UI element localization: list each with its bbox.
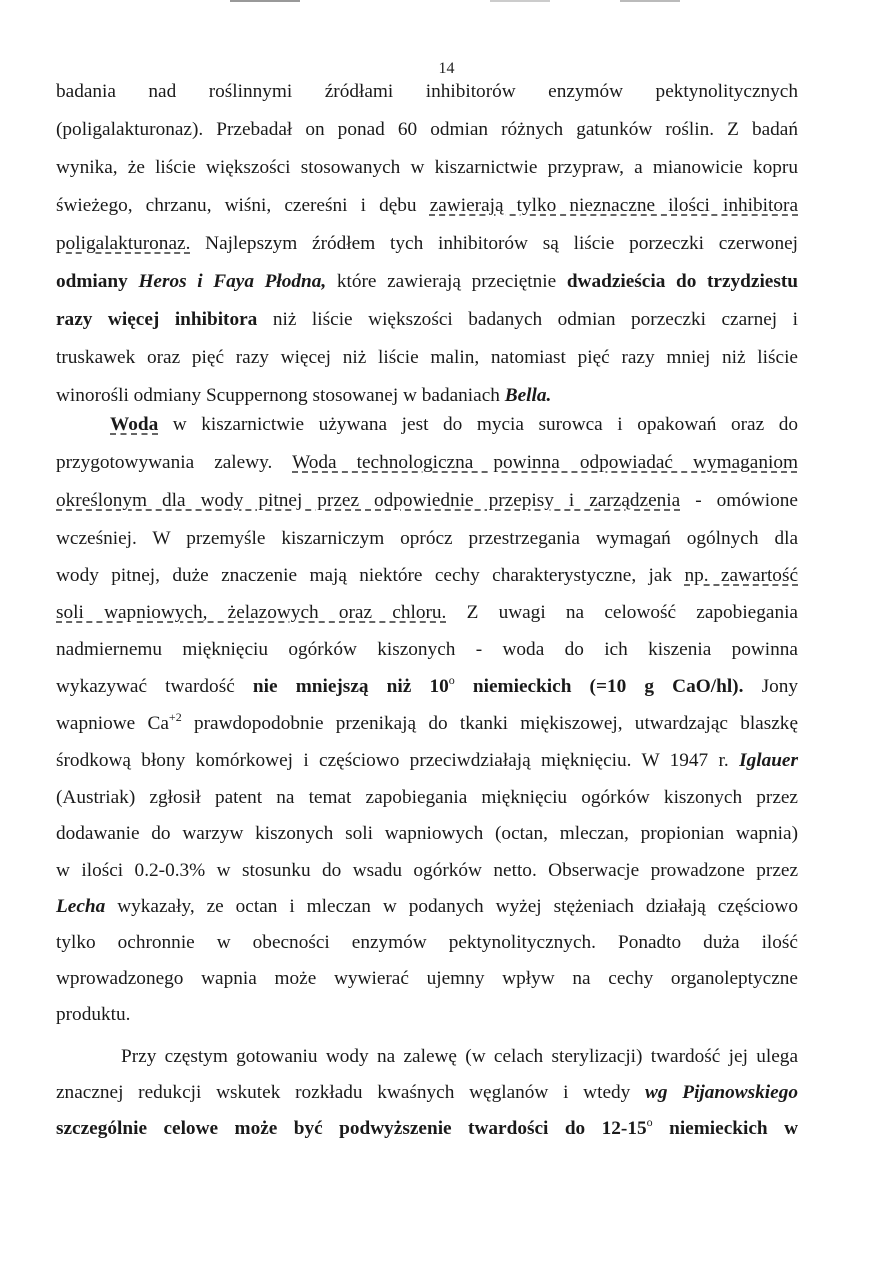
- bold-italic-text: Lecha: [56, 896, 106, 917]
- text-run: w kiszarnictwie używana jest do mycia surowca i opakowań oraz do: [158, 414, 798, 435]
- text-line: [56, 749, 798, 773]
- text-run: Z uwagi na celowość zapobiegania: [446, 602, 798, 623]
- text-run: Najlepszym źródłem tych inhibitorów są liście porzeczki czerwonej: [190, 233, 798, 254]
- text-line: [56, 232, 798, 256]
- text-line: [56, 489, 798, 513]
- bold-text: odmiany: [56, 271, 139, 292]
- bold-italic-text: Bella.: [504, 385, 552, 406]
- text-run: środkową błony komórkowej i częściowo przeciwdziałają mięknięciu. W 1947 r.: [56, 750, 740, 771]
- text-line: wprowadzonego wapnia może wywierać ujemny wpływ na cechy organoleptyczne: [56, 968, 798, 989]
- text-line: nadmiernemu mięknięciu ogórków kiszonych - woda do ich kiszenia powinna: [56, 639, 798, 660]
- text-run: znacznej redukcji wskutek rozkładu kwaśnych węglanów i wtedy: [56, 1082, 646, 1103]
- underlined-text: zawierają tylko nieznaczne ilości inhibitora: [429, 195, 798, 216]
- scan-edge-mark: [230, 0, 300, 2]
- bold-italic-text: Heros i Faya Płodna,: [138, 271, 327, 292]
- text-line: [56, 895, 798, 919]
- text-run: wykazywać twardość: [56, 676, 253, 697]
- text-line: [56, 451, 798, 475]
- charge-superscript: +2: [168, 710, 182, 724]
- text-line: [56, 194, 798, 218]
- text-line: (Austriak) zgłosił patent na temat zapobiegania mięknięciu ogórków kiszonych przez: [56, 787, 798, 808]
- text-line: [56, 308, 798, 332]
- text-line: produktu.: [56, 1004, 131, 1025]
- text-line: [56, 1117, 798, 1141]
- bold-text: niemieckich w: [652, 1118, 798, 1139]
- bold-text: niemieckich (=10 g CaO/hl).: [454, 676, 744, 697]
- text-run: świeżego, chrzanu, wiśni, czereśni i dębu: [56, 195, 430, 216]
- text-line: [56, 384, 798, 408]
- text-line: truskawek oraz pięć razy więcej niż liście malin, natomiast pięć razy mniej niż liście: [56, 347, 798, 368]
- text-line: (poligalakturonaz). Przebadał on ponad 60 odmian różnych gatunków roślin. Z badań: [56, 119, 798, 140]
- text-line: w ilości 0.2-0.3% w stosunku do wsadu ogórków netto. Obserwacje prowadzone przez: [56, 860, 798, 881]
- degree-superscript: o: [646, 1115, 653, 1129]
- scan-edge-mark: [620, 0, 680, 2]
- text-line: [56, 675, 798, 699]
- bold-text: nie mniejszą niż 10: [252, 676, 449, 697]
- text-run: wapniowe Ca: [56, 713, 169, 734]
- bold-underlined-text: Woda: [110, 414, 159, 435]
- bold-text: szczególnie celowe może być podwyższenie twardości do 12-15: [56, 1118, 647, 1139]
- bold-text: razy więcej inhibitora: [56, 309, 258, 330]
- text-line: wynika, że liście większości stosowanych w kiszarnictwie przypraw, a mianowicie kopru: [56, 157, 798, 178]
- page-number: 14: [438, 60, 455, 77]
- text-run: winorośli odmiany Scuppernong stosowanej w badaniach: [56, 385, 505, 406]
- text-line: tylko ochronnie w obecności enzymów pektynolitycznych. Ponadto duża ilość: [56, 932, 798, 953]
- underlined-text: poligalakturonaz.: [56, 233, 191, 254]
- text-line: [56, 1081, 798, 1105]
- underlined-text: Woda technologiczna powinna odpowiadać wymaganiom: [292, 452, 798, 473]
- text-line: wcześniej. W przemyśle kiszarniczym oprócz przestrzegania wymagań ogólnych dla: [56, 528, 798, 549]
- text-line: badania nad roślinnymi źródłami inhibitorów enzymów pektynolitycznych: [56, 81, 798, 102]
- text-line: [110, 413, 798, 437]
- text-run: prawdopodobnie przenikają do tkanki miękiszowej, utwardzając blaszkę: [181, 713, 799, 734]
- underlined-text: np. zawartość: [684, 565, 799, 586]
- text-run: przygotowywania zalewy.: [56, 452, 293, 473]
- text-line: [56, 564, 798, 588]
- text-line: Przy częstym gotowaniu wody na zalewę (w celach sterylizacji) twardość jej ulega: [121, 1046, 798, 1067]
- text-run: Jony: [743, 676, 799, 697]
- text-run: niż liście większości badanych odmian porzeczki czarnej i: [257, 309, 798, 330]
- degree-superscript: o: [448, 673, 455, 687]
- bold-italic-text: wg Pijanowskiego: [645, 1082, 798, 1103]
- underlined-text: określonym dla wody pitnej przez odpowiednie przepisy i zarządzenia: [56, 490, 681, 511]
- text-run: wody pitnej, duże znaczenie mają niektóre cechy charakterystyczne, jak: [56, 565, 685, 586]
- bold-text: dwadzieścia do trzydziestu: [566, 271, 799, 292]
- text-run: - omówione: [680, 490, 798, 511]
- text-run: które zawierają przeciętnie: [326, 271, 567, 292]
- text-line: dodawanie do warzyw kiszonych soli wapniowych (octan, mleczan, propionian wapnia): [56, 823, 798, 844]
- bold-italic-text: Iglauer: [739, 750, 798, 771]
- scan-edge-mark: [490, 0, 550, 2]
- text-line: [56, 601, 798, 625]
- text-line: [56, 712, 798, 736]
- text-line: [56, 270, 798, 294]
- text-run: wykazały, ze octan i mleczan w podanych wyżej stężeniach działają częściowo: [105, 896, 798, 917]
- underlined-text: soli wapniowych, żelazowych oraz chloru.: [56, 602, 447, 623]
